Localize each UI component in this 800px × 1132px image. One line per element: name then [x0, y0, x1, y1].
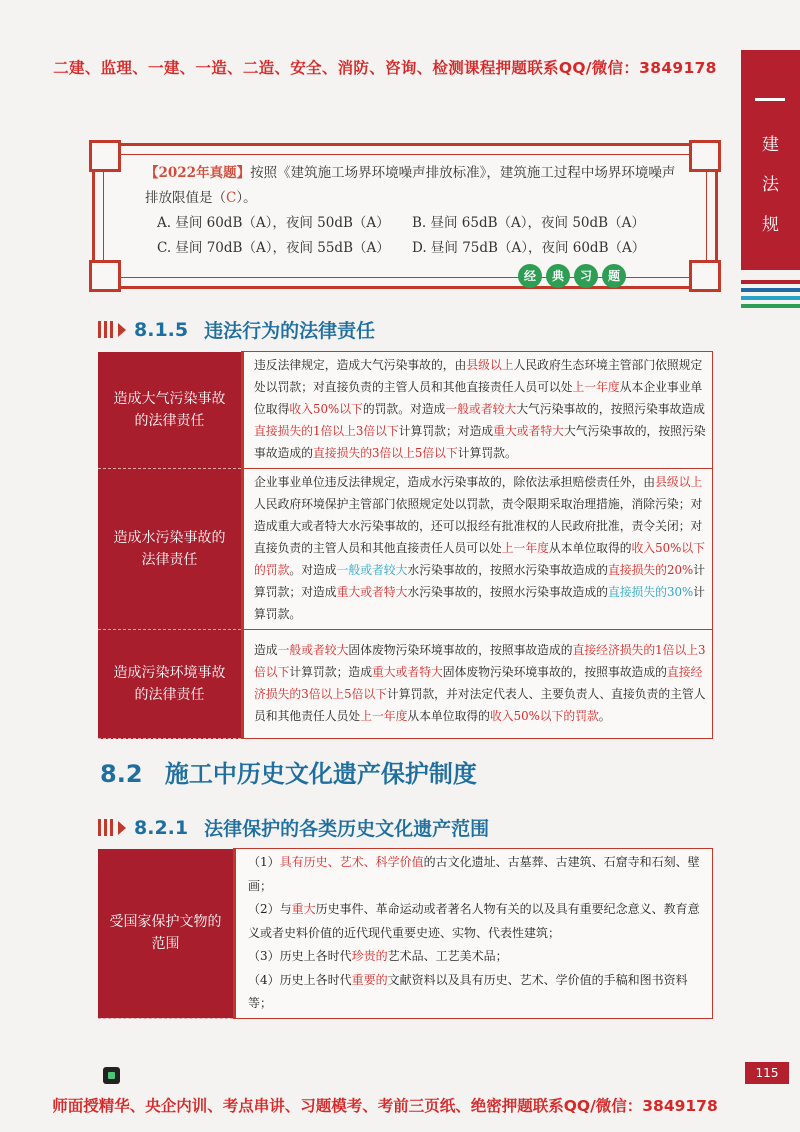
exam-tag: 【2022年真题】: [145, 165, 251, 181]
section-number: 8.2.1: [134, 816, 189, 839]
badge-char: 题: [602, 264, 626, 288]
table-row: [98, 469, 713, 630]
stripe: [741, 296, 800, 300]
row-content: 造成一般或者较大固体废物污染环境事故的，按照事故造成的直接经济损失的1倍以上3倍以下计算罚款；造成重大或者特大固体废物污染环境事故的，按照事故造成的直接经济损失的3倍以上5倍以下计算罚款，并对法定代表人、主要负责人、直接负责的主管人员和其他责任人员处上一年度从本单位取得的收入50%以下的罚款。: [243, 630, 713, 739]
option-d: D. 昼间 75dB（A），夜间 60dB（A）: [412, 240, 646, 256]
badge-char: 经: [518, 264, 542, 288]
row-label: 造成大气污染事故的法律责任: [98, 352, 243, 469]
chapter-title: 施工中历史文化遗产保护制度: [164, 760, 477, 788]
liability-table: [98, 351, 713, 739]
option-b: B. 昼间 65dB（A），夜间 50dB（A）: [412, 215, 645, 231]
stripe: [741, 304, 800, 308]
row-label: 受国家保护文物的范围: [98, 849, 235, 1019]
chapter-heading: [100, 754, 477, 789]
app-logo-icon: [103, 1067, 120, 1084]
section-marker-icon: [98, 819, 126, 836]
tab-char: 规: [762, 215, 779, 235]
stripe: [741, 288, 800, 292]
section-heading: [98, 814, 489, 841]
frame-corner: [89, 260, 121, 292]
list-item: （2）与重大历史事件、革命运动或者著名人物有关的以及具有重要纪念意义、教育意义或者史料价值的近代现代重要史迹、实物、代表性建筑；: [248, 902, 700, 940]
chapter-side-tab: [741, 50, 800, 270]
question-text: 排放限值是（: [145, 190, 226, 206]
table-row: [98, 630, 713, 739]
chapter-number: 8.2: [100, 760, 143, 788]
tab-dash: [755, 98, 785, 101]
frame-corner: [689, 260, 721, 292]
section-number: 8.1.5: [134, 318, 189, 341]
table-row: [98, 849, 713, 1019]
list-item: （1）具有历史、艺术、科学价值的古文化遗址、古墓葬、古建筑、石窟寺和石刻、壁画；: [248, 855, 700, 893]
section-heading: [98, 316, 375, 343]
top-promo-banner: 二建、监理、一建、一造、二造、安全、消防、咨询、检测课程押题联系QQ/微信：3849178: [53, 59, 717, 77]
bottom-promo-banner: 师面授精华、央企内训、考点串讲、习题模考、考前三页纸、绝密押题联系QQ/微信：3849178: [52, 1097, 718, 1115]
badge-char: 习: [574, 264, 598, 288]
section-title: 法律保护的各类历史文化遗产范围: [204, 818, 490, 840]
row-content: [235, 849, 713, 1019]
list-item: （4）历史上各时代重要的文献资料以及具有历史、艺术、学价值的手稿和图书资料等；: [248, 972, 688, 1010]
table-row: [98, 352, 713, 469]
frame-corner: [89, 140, 121, 172]
frame-corner: [689, 140, 721, 172]
badge-char: 典: [546, 264, 570, 288]
option-a: A. 昼间 60dB（A），夜间 50dB（A）: [157, 215, 390, 231]
exam-question: [145, 161, 690, 261]
classic-exercise-badge: [518, 264, 626, 288]
list-item: （3）历史上各时代珍贵的艺术品、工艺美术品；: [248, 949, 508, 963]
row-label: 造成水污染事故的法律责任: [98, 469, 243, 630]
question-text: 按照《建筑施工场界环境噪声排放标准》，建筑施工过程中场界环境噪声: [250, 165, 676, 181]
stripe: [741, 280, 800, 284]
answer: C: [226, 190, 237, 206]
page-number: 115: [745, 1062, 789, 1084]
row-label: 造成污染环境事故的法律责任: [98, 630, 243, 739]
row-content: 违反法律规定，造成大气污染事故的，由县级以上人民政府生态环境主管部门依照规定处以罚款；对直接负责的主管人员和其他直接责任人员可以处上一年度从本企业事业单位取得收入50%以下的罚款。对造成一般或者较大大气污染事故的，按照污染事故造成直接损失的1倍以上3倍以下计算罚款；对造成重大或者特大大气污染事故的，按照污染事故造成的直接损失的3倍以上5倍以下计算罚款。: [243, 352, 713, 469]
section-marker-icon: [98, 321, 126, 338]
heritage-table: [98, 848, 713, 1019]
question-text: ）。: [236, 190, 257, 206]
section-title: 违法行为的法律责任: [204, 320, 376, 342]
tab-char: 建: [762, 135, 779, 155]
row-content: 企业事业单位违反法律规定，造成水污染事故的，除依法承担赔偿责任外，由县级以上人民政府环境保护主管部门依照规定处以罚款，责令限期采取治理措施，消除污染；对造成重大或者特大水污染事故的，还可以报经有批准权的人民政府批准，责令关闭；对直接负责的主管人员和其他直接责任人员可以处上一年度从本单位取得的收入50%以下的罚款。对造成一般或者较大水污染事故的，按照水污染事故造成的直接损失的20%计算罚款；对造成重大或者特大水污染事故的，按照水污染事故造成的直接损失的30%计算罚款。: [243, 469, 713, 630]
option-c: C. 昼间 70dB（A），夜间 55dB（A）: [157, 240, 390, 256]
tab-char: 法: [762, 175, 779, 195]
color-stripes: [741, 280, 800, 312]
